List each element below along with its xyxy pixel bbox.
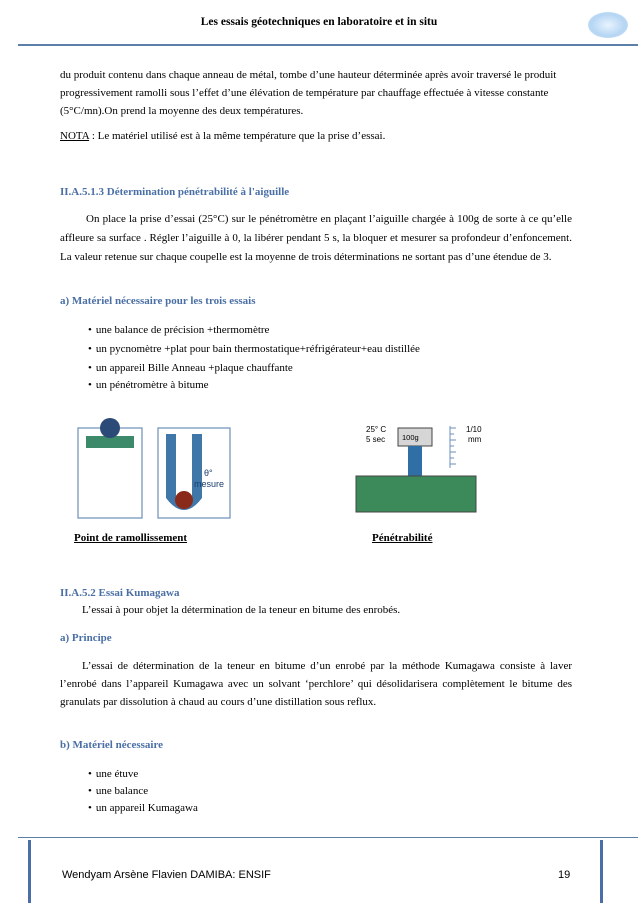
footer-page-number: 19 [558, 869, 571, 881]
list-item: • un pycnomètre +plat pour bain thermostatique+réfrigérateur+eau distillée [88, 341, 420, 357]
principe-heading: a) Principe [60, 632, 112, 644]
caption-point-de-ramollissement: Point de ramollissement [74, 532, 188, 544]
footer-author: Wendyam Arsène Flavien DAMIBA: ENSIF [62, 869, 271, 881]
nota-text: : Le matériel utilisé est à la même température que la prise d’essai. [89, 130, 386, 142]
materiel-heading: a) Matériel nécessaire pour les trois essais [60, 295, 256, 307]
list-item: • une balance de précision +thermomètre [88, 322, 269, 338]
figure-penetrometer [350, 420, 500, 522]
list-item: • une balance [88, 783, 148, 799]
figure-right-cup [356, 476, 476, 512]
header-rule [18, 44, 638, 46]
section-heading-kumagawa: II.A.5.2 Essai Kumagawa [60, 587, 180, 599]
footer-rule [18, 837, 638, 838]
figure-right-time: 5 sec [366, 435, 386, 444]
figure-left-label: θ° mesure [194, 468, 225, 489]
figure-right-scale-label: 1/10 [466, 425, 482, 434]
footer-bar-right [600, 840, 603, 903]
materiel-heading-2: b) Matériel nécessaire [60, 739, 164, 751]
paragraph-principe: L’essai de détermination de la teneur en bitume d’un enrobé par la méthode Kumagawa consiste à laver l’enrobé dans l’appareil Kumagawa avec un solvant ‘perchlore’ qui désolidarisera complètement le bitume des granulats par dissolution à chaud au cours d’une distillation sous reflux. [60, 660, 572, 708]
caption-penetrabilite: Pénétrabilité [372, 532, 433, 544]
list-item: • un appareil Kumagawa [88, 800, 198, 816]
paragraph-intro: du produit contenu dans chaque anneau de métal, tombe d’une hauteur déterminée après avoir traversé le produit progressivement ramolli sous l’effet d’une élévation de température par chauffage effectuée à vitesse constante (5°C/mn).On prend la moyenne des deux températures. [60, 69, 557, 117]
list-item: • un appareil Bille Anneau +plaque chauffante [88, 360, 293, 376]
nota-label: NOTA [60, 130, 90, 142]
figure-ring-and-ball [76, 410, 236, 522]
figure-right-scale [450, 426, 456, 468]
paragraph-penetrabilite: On place la prise d’essai (25°C) sur le pénétromètre en plaçant l’aiguille chargée à 100g de sorte à ce qu’elle affleure sa surface . Régler l’aiguille à 0, la libérer pendant 5 s, la bloquer et mesurer sa profondeur d’enfoncement. La valeur retenue sur chaque coupelle est la moyenne de trois déterminations ne sortant pas d’une étendue de 3. [60, 213, 572, 263]
paragraph-kumagawa: L’essai à pour objet la détermination de la teneur en bitume des enrobés. [82, 604, 401, 616]
figure-left-ball [100, 418, 120, 438]
footer-bar-left [28, 840, 31, 903]
figure-right-temp: 25° C [366, 425, 387, 434]
header-title: Les essais géotechniques en laboratoire et in situ [200, 16, 438, 28]
nota-line [60, 128, 572, 145]
list-item: • un pénétromètre à bitume [88, 377, 209, 393]
list-item: • une étuve [88, 766, 138, 782]
figure-right-weight-label: 100g [402, 433, 419, 442]
header-decoration [588, 12, 628, 38]
section-heading-penetrabilite: II.A.5.1.3 Détermination pénétrabilité à l'aiguille [60, 186, 290, 198]
figure-right-unit: mm [468, 435, 482, 444]
figure-left-ball-2 [175, 491, 193, 509]
